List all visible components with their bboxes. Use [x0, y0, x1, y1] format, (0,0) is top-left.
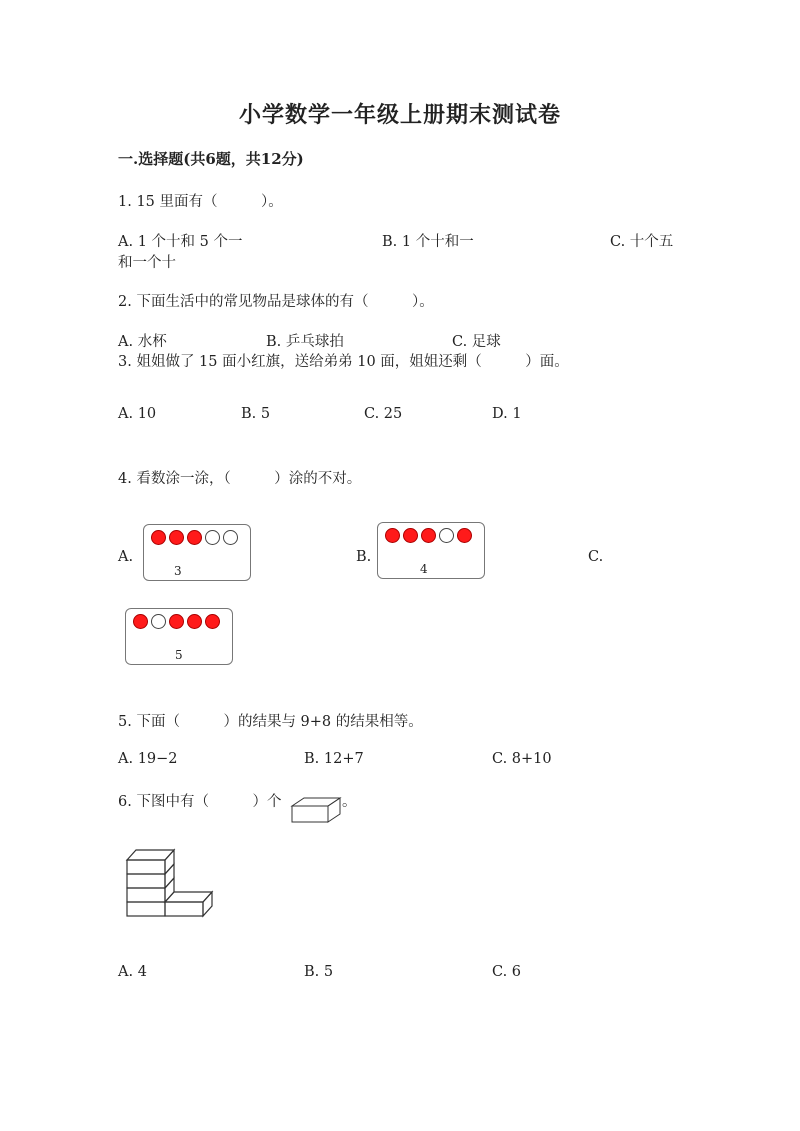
question-6-option-c[interactable]: C. 6: [492, 964, 522, 980]
red-dot: [169, 530, 184, 545]
question-5-stem: 5. 下面（ ）的结果与 9+8 的结果相等。: [118, 714, 423, 730]
red-dot: [385, 528, 400, 543]
white-dot: [151, 614, 166, 629]
question-1-option-c[interactable]: C. 十个五: [610, 234, 674, 250]
question-5-option-a[interactable]: A. 19−2: [118, 751, 178, 767]
question-4-stem: 4. 看数涂一涂，（ ）涂的不对。: [118, 471, 362, 487]
question-3-option-b[interactable]: B. 5: [241, 406, 271, 422]
question-2-option-b[interactable]: B. 乒乓球拍: [266, 334, 344, 350]
question-5-option-b[interactable]: B. 12+7: [304, 751, 364, 767]
question-4-option-a[interactable]: A.: [118, 549, 134, 565]
question-3-option-c[interactable]: C. 25: [364, 406, 403, 422]
question-3-option-d[interactable]: D. 1: [492, 406, 522, 422]
red-dot: [205, 614, 220, 629]
question-4-option-b[interactable]: B.: [356, 549, 372, 565]
question-2-stem: 2. 下面生活中的常见物品是球体的有（ ）。: [118, 294, 434, 310]
question-6-stem: 6. 下图中有（ ）个: [118, 794, 282, 810]
red-dot: [169, 614, 184, 629]
question-1-option-b[interactable]: B. 1 个十和一: [382, 234, 474, 250]
red-dot: [421, 528, 436, 543]
question-3-stem: 3. 姐姐做了 15 面小红旗，送给弟弟 10 面，姐姐还剩（ ）面。: [118, 354, 569, 370]
question-3-option-a[interactable]: A. 10: [118, 406, 157, 422]
question-6-stem-end: 。: [342, 794, 357, 810]
question-1-option-c-continued: 和一个十: [118, 255, 176, 271]
question-1-option-a[interactable]: A. 1 个十和 5 个一: [118, 234, 243, 250]
question-5-option-c[interactable]: C. 8+10: [492, 751, 552, 767]
single-cuboid-icon: [288, 796, 344, 826]
question-2-option-c[interactable]: C. 足球: [452, 334, 501, 350]
red-dot: [151, 530, 166, 545]
white-dot: [205, 530, 220, 545]
figure-a-number: 3: [174, 564, 182, 578]
red-dot: [403, 528, 418, 543]
figure-c-number: 5: [175, 648, 183, 662]
page-title: 小学数学一年级上册期末测试卷: [238, 102, 561, 128]
question-4-option-c[interactable]: C.: [588, 549, 604, 565]
question-1-stem: 1. 15 里面有（ ）。: [118, 194, 283, 210]
question-6-option-b[interactable]: B. 5: [304, 964, 334, 980]
question-6-option-a[interactable]: A. 4: [118, 964, 147, 980]
red-dot: [187, 530, 202, 545]
section-heading: 一.选择题(共6题，共12分): [118, 150, 304, 168]
figure-b-number: 4: [420, 562, 428, 576]
red-dot: [187, 614, 202, 629]
red-dot: [457, 528, 472, 543]
red-dot: [133, 614, 148, 629]
white-dot: [223, 530, 238, 545]
white-dot: [439, 528, 454, 543]
question-2-option-a[interactable]: A. 水杯: [118, 334, 167, 350]
stacked-cuboids-figure: [122, 846, 218, 920]
